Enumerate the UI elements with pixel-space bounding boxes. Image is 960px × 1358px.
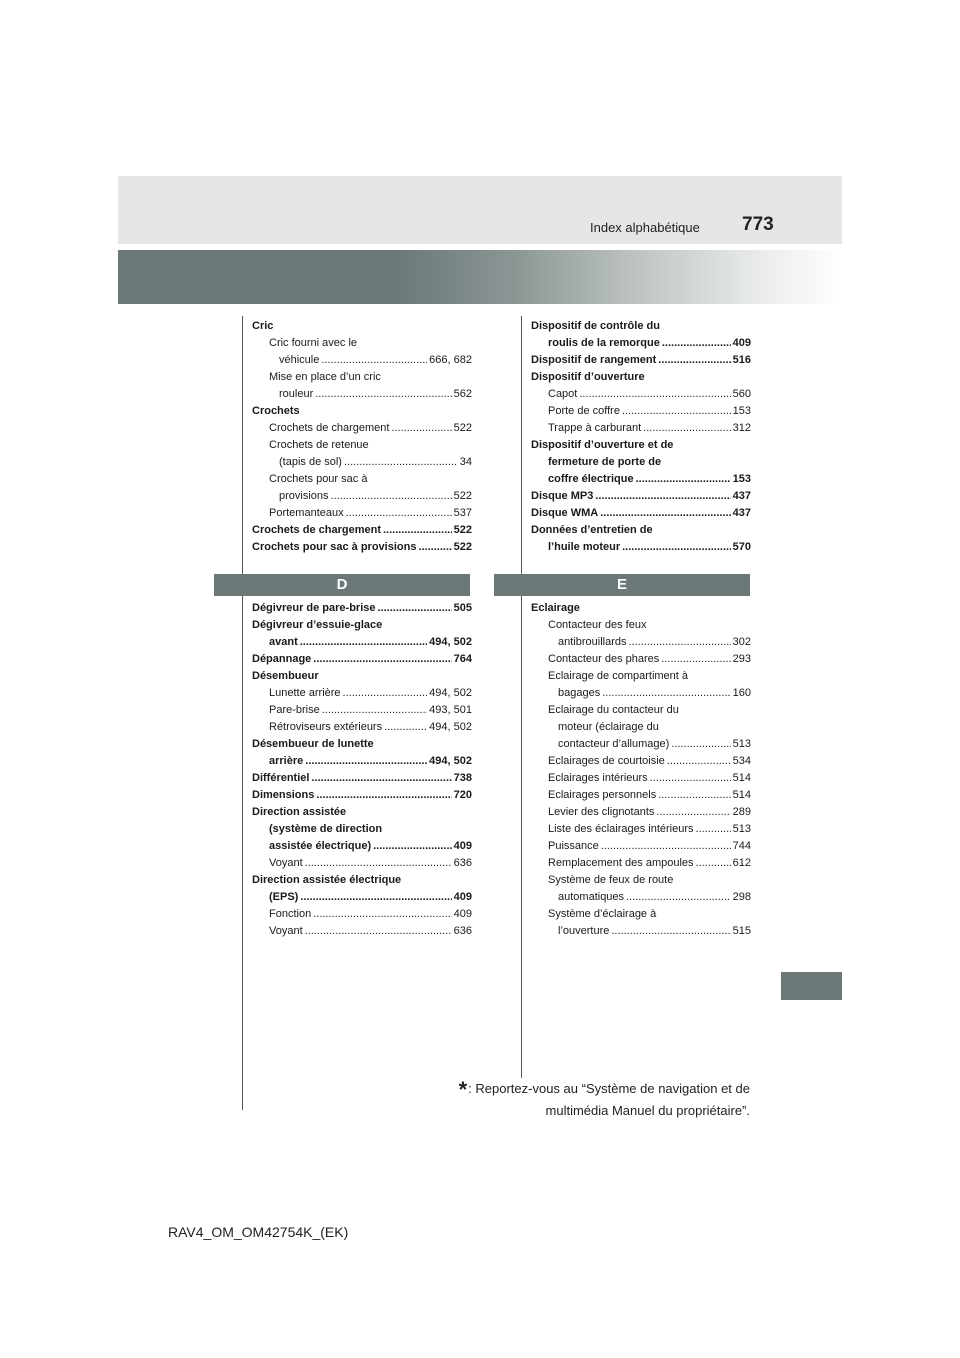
index-entry-page: 514 <box>732 772 751 784</box>
index-entry <box>252 651 472 668</box>
index-entry-text: arrière <box>269 755 304 767</box>
page-number: 773 <box>742 214 774 235</box>
dot-leader <box>346 505 452 522</box>
index-entry-page: 494, 502 <box>429 636 472 648</box>
index-entry-text: Porte de coffre <box>548 405 620 417</box>
index-entry-text: Levier des clignotants <box>548 806 655 818</box>
index-entry-page: 409 <box>453 908 472 920</box>
index-entry-text: antibrouillards <box>558 636 627 648</box>
index-entry <box>252 923 472 940</box>
index-entry-text: Liste des éclairages intérieurs <box>548 823 694 835</box>
dot-leader <box>636 471 731 488</box>
index-entry-text: contacteur d’allumage) <box>558 738 670 750</box>
dot-leader <box>622 539 731 556</box>
index-entry <box>252 335 472 352</box>
dot-leader <box>601 838 731 855</box>
index-entry-text: Cric <box>252 320 274 332</box>
dot-leader <box>628 634 730 651</box>
index-entry-text: Dispositif d’ouverture et de <box>531 439 674 451</box>
index-entry <box>252 403 472 420</box>
index-entry-text: moteur (éclairage du <box>558 721 659 733</box>
letter-heading-e: E <box>494 574 750 596</box>
index-entry <box>252 437 472 454</box>
dot-leader <box>300 634 427 651</box>
index-entry-page: 494, 502 <box>429 755 472 767</box>
index-entry-text: provisions <box>279 490 329 502</box>
footnote-line-1: : Reportez-vous au “Système de navigation et de <box>468 1081 750 1096</box>
header-band <box>118 176 842 244</box>
index-entry-text: Disque WMA <box>531 507 599 519</box>
index-entry <box>531 855 751 872</box>
index-entry <box>531 420 751 437</box>
index-entry-text: Eclairage de compartiment à <box>548 670 689 682</box>
index-entry-text: Données d’entretien de <box>531 524 653 536</box>
index-entry <box>252 685 472 702</box>
index-entry-page: 293 <box>732 653 751 665</box>
index-entry-text: automatiques <box>558 891 625 903</box>
index-entry <box>531 522 751 539</box>
index-entry <box>252 753 472 770</box>
index-entry-page: 302 <box>732 636 751 648</box>
index-entry <box>252 906 472 923</box>
index-entry <box>252 522 472 539</box>
dot-leader <box>579 386 730 403</box>
index-entry-text: Dégivreur de pare-brise <box>252 602 376 614</box>
index-entry-page: 537 <box>453 507 472 519</box>
index-entry-text: Disque MP3 <box>531 490 594 502</box>
footnote-star: * <box>458 1077 468 1102</box>
index-entry-page: 562 <box>453 388 472 400</box>
dot-leader <box>600 505 730 522</box>
dot-leader <box>384 719 427 736</box>
index-entry <box>531 702 751 719</box>
index-entry-text: Dégivreur d’essuie-glace <box>252 619 383 631</box>
index-entry <box>531 471 751 488</box>
index-entry-text: Contacteur des phares <box>548 653 660 665</box>
index-entry-text: Crochets de chargement <box>252 524 381 536</box>
index-entry-text: Direction assistée électrique <box>252 874 402 886</box>
index-entry-text: Remplacement des ampoules <box>548 857 694 869</box>
index-entry-page: 34 <box>459 456 472 468</box>
index-entry <box>531 369 751 386</box>
index-entry-text: bagages <box>558 687 601 699</box>
dot-leader <box>322 702 427 719</box>
dot-leader <box>650 770 731 787</box>
dot-leader <box>656 804 730 821</box>
index-entry-page: 636 <box>453 857 472 869</box>
dot-leader <box>313 906 451 923</box>
index-entry-page: 534 <box>732 755 751 767</box>
index-entry-text: Lunette arrière <box>269 687 341 699</box>
index-entry <box>252 702 472 719</box>
index-column-right-e <box>531 600 751 940</box>
index-entry-page: 636 <box>453 925 472 937</box>
index-entry-text: Contacteur des feux <box>548 619 647 631</box>
index-entry-text: roulis de la remorque <box>548 337 660 349</box>
index-entry <box>252 821 472 838</box>
dot-leader <box>378 600 452 617</box>
dot-leader <box>331 488 452 505</box>
index-entry <box>252 804 472 821</box>
index-entry-text: Eclairages intérieurs <box>548 772 648 784</box>
center-column-rule <box>521 316 522 1078</box>
index-entry-page: 494, 502 <box>429 721 472 733</box>
index-entry <box>252 719 472 736</box>
index-entry <box>252 855 472 872</box>
dot-leader <box>661 651 730 668</box>
index-entry-page: 409 <box>453 840 472 852</box>
index-entry-text: assistée électrique) <box>269 840 372 852</box>
index-entry-text: Dépannage <box>252 653 312 665</box>
index-entry-page: 153 <box>732 473 751 485</box>
dot-leader <box>391 420 451 437</box>
index-entry <box>531 736 751 753</box>
footnote-line-2: multimédia Manuel du propriétaire”. <box>545 1103 750 1118</box>
index-entry-text: (système de direction <box>269 823 383 835</box>
index-entry <box>531 923 751 940</box>
index-entry <box>252 352 472 369</box>
index-entry-page: 513 <box>732 738 751 750</box>
index-entry <box>531 770 751 787</box>
index-entry-text: Cric fourni avec le <box>269 337 358 349</box>
index-entry-text: Dispositif de rangement <box>531 354 657 366</box>
left-margin-rule <box>242 316 243 1110</box>
index-entry-page: 738 <box>453 772 472 784</box>
header-gradient-bar <box>118 250 842 304</box>
index-entry-page: 560 <box>732 388 751 400</box>
index-entry-text: Crochets pour sac à provisions <box>252 541 417 553</box>
dot-leader <box>311 770 451 787</box>
index-entry-page: 160 <box>732 687 751 699</box>
index-entry <box>531 804 751 821</box>
index-entry-page: 720 <box>453 789 472 801</box>
index-entry-page: 505 <box>453 602 472 614</box>
dot-leader <box>595 488 730 505</box>
index-entry-page: 522 <box>453 422 472 434</box>
index-entry <box>531 318 751 335</box>
index-entry-text: Rétroviseurs extérieurs <box>269 721 383 733</box>
index-entry-text: Eclairage <box>531 602 580 614</box>
index-entry <box>531 505 751 522</box>
dot-leader <box>305 855 452 872</box>
index-entry <box>531 437 751 454</box>
index-column-right-top <box>531 318 751 556</box>
dot-leader <box>383 522 452 539</box>
index-entry-text: Trappe à carburant <box>548 422 642 434</box>
index-entry <box>531 906 751 923</box>
document-code: RAV4_OM_OM42754K_(EK) <box>168 1224 349 1240</box>
dot-leader <box>662 335 731 352</box>
index-entry-text: Désembueur <box>252 670 319 682</box>
index-entry <box>531 838 751 855</box>
index-entry-text: l’ouverture <box>558 925 610 937</box>
index-entry <box>252 420 472 437</box>
index-entry <box>252 787 472 804</box>
index-entry <box>531 889 751 906</box>
index-entry <box>531 634 751 651</box>
index-entry-page: 570 <box>732 541 751 553</box>
index-entry-page: 522 <box>453 490 472 502</box>
index-entry-text: Portemanteaux <box>269 507 344 519</box>
index-entry <box>531 539 751 556</box>
dot-leader <box>305 753 427 770</box>
dot-leader <box>658 787 730 804</box>
index-entry <box>531 685 751 702</box>
index-entry <box>531 821 751 838</box>
index-entry-text: Voyant <box>269 925 303 937</box>
index-entry-page: 516 <box>732 354 751 366</box>
index-entry-text: Eclairages personnels <box>548 789 657 801</box>
index-entry <box>252 539 472 556</box>
index-entry <box>252 617 472 634</box>
index-entry <box>252 369 472 386</box>
index-entry <box>252 770 472 787</box>
index-entry-text: coffre électrique <box>548 473 634 485</box>
index-entry-page: 522 <box>453 541 472 553</box>
index-column-left-top <box>252 318 472 556</box>
index-entry-text: rouleur <box>279 388 314 400</box>
index-entry <box>252 600 472 617</box>
dot-leader <box>316 787 451 804</box>
dot-leader <box>305 923 452 940</box>
index-entry <box>252 838 472 855</box>
index-entry-page: 612 <box>732 857 751 869</box>
index-entry-text: Crochets pour sac à <box>269 473 368 485</box>
section-title: Index alphabétique <box>590 220 700 235</box>
index-entry <box>252 505 472 522</box>
index-entry-text: Puissance <box>548 840 599 852</box>
index-entry-text: Désembueur de lunette <box>252 738 374 750</box>
index-entry-page: 437 <box>732 507 751 519</box>
footnote <box>440 1078 750 1121</box>
index-entry-page: 289 <box>732 806 751 818</box>
index-entry-page: 493, 501 <box>429 704 472 716</box>
index-entry-text: l’huile moteur <box>548 541 621 553</box>
index-entry-text: Dimensions <box>252 789 315 801</box>
index-entry <box>531 651 751 668</box>
index-entry-text: Système de feux de route <box>548 874 674 886</box>
index-entry <box>252 318 472 335</box>
index-entry-text: Voyant <box>269 857 303 869</box>
index-entry <box>531 454 751 471</box>
index-entry-page: 298 <box>732 891 751 903</box>
index-entry-text: Fonction <box>269 908 312 920</box>
index-entry-page: 312 <box>732 422 751 434</box>
index-entry <box>252 668 472 685</box>
index-entry <box>531 872 751 889</box>
index-entry-text: Eclairage du contacteur du <box>548 704 679 716</box>
index-entry <box>531 753 751 770</box>
letter-heading-d: D <box>214 574 470 596</box>
index-entry <box>531 386 751 403</box>
index-entry-text: Direction assistée <box>252 806 347 818</box>
index-entry-text: Crochets de retenue <box>269 439 369 451</box>
dot-leader <box>300 889 451 906</box>
index-entry <box>252 634 472 651</box>
index-entry-page: 437 <box>732 490 751 502</box>
index-entry <box>252 471 472 488</box>
index-entry-text: (tapis de sol) <box>279 456 342 468</box>
dot-leader <box>622 403 731 420</box>
dot-leader <box>667 753 731 770</box>
dot-leader <box>696 855 731 872</box>
index-entry-text: fermeture de porte de <box>548 456 662 468</box>
index-entry <box>252 872 472 889</box>
index-entry-text: Crochets de chargement <box>269 422 390 434</box>
dot-leader <box>611 923 730 940</box>
index-entry <box>252 386 472 403</box>
index-entry-text: Dispositif de contrôle du <box>531 320 660 332</box>
index-entry-text: Capot <box>548 388 578 400</box>
dot-leader <box>696 821 731 838</box>
dot-leader <box>643 420 730 437</box>
dot-leader <box>418 539 451 556</box>
index-entry-text: Système d’éclairage à <box>548 908 657 920</box>
index-entry <box>252 488 472 505</box>
index-entry-text: Différentiel <box>252 772 310 784</box>
index-entry-page: 515 <box>732 925 751 937</box>
index-entry-page: 409 <box>732 337 751 349</box>
index-entry-page: 666, 682 <box>429 354 472 366</box>
index-entry <box>531 352 751 369</box>
index-entry <box>252 736 472 753</box>
dot-leader <box>315 386 451 403</box>
index-entry-page: 514 <box>732 789 751 801</box>
index-entry <box>531 668 751 685</box>
index-entry-page: 153 <box>732 405 751 417</box>
dot-leader <box>321 352 427 369</box>
dot-leader <box>658 352 730 369</box>
dot-leader <box>373 838 452 855</box>
index-column-left-d <box>252 600 472 940</box>
index-entry-text: Eclairages de courtoisie <box>548 755 665 767</box>
dot-leader <box>602 685 730 702</box>
dot-leader <box>626 889 731 906</box>
index-entry-text: Mise en place d’un cric <box>269 371 381 383</box>
index-entry-text: (EPS) <box>269 891 299 903</box>
dot-leader <box>313 651 451 668</box>
index-entry <box>531 719 751 736</box>
section-thumb-tab <box>781 972 842 1000</box>
index-entry <box>531 335 751 352</box>
index-entry <box>531 787 751 804</box>
dot-leader <box>671 736 730 753</box>
index-entry-page: 409 <box>453 891 472 903</box>
dot-leader <box>343 685 428 702</box>
index-entry <box>252 454 472 471</box>
index-entry-text: véhicule <box>279 354 320 366</box>
index-entry <box>531 600 751 617</box>
index-entry <box>252 889 472 906</box>
index-entry-text: Pare-brise <box>269 704 320 716</box>
index-entry-text: avant <box>269 636 298 648</box>
index-entry <box>531 488 751 505</box>
dot-leader <box>344 454 458 471</box>
index-entry <box>531 617 751 634</box>
index-entry-page: 764 <box>453 653 472 665</box>
index-entry-page: 744 <box>732 840 751 852</box>
index-entry <box>531 403 751 420</box>
index-entry-page: 494, 502 <box>429 687 472 699</box>
index-entry-text: Dispositif d’ouverture <box>531 371 645 383</box>
index-entry-text: Crochets <box>252 405 300 417</box>
index-entry-page: 522 <box>453 524 472 536</box>
index-entry-page: 513 <box>732 823 751 835</box>
